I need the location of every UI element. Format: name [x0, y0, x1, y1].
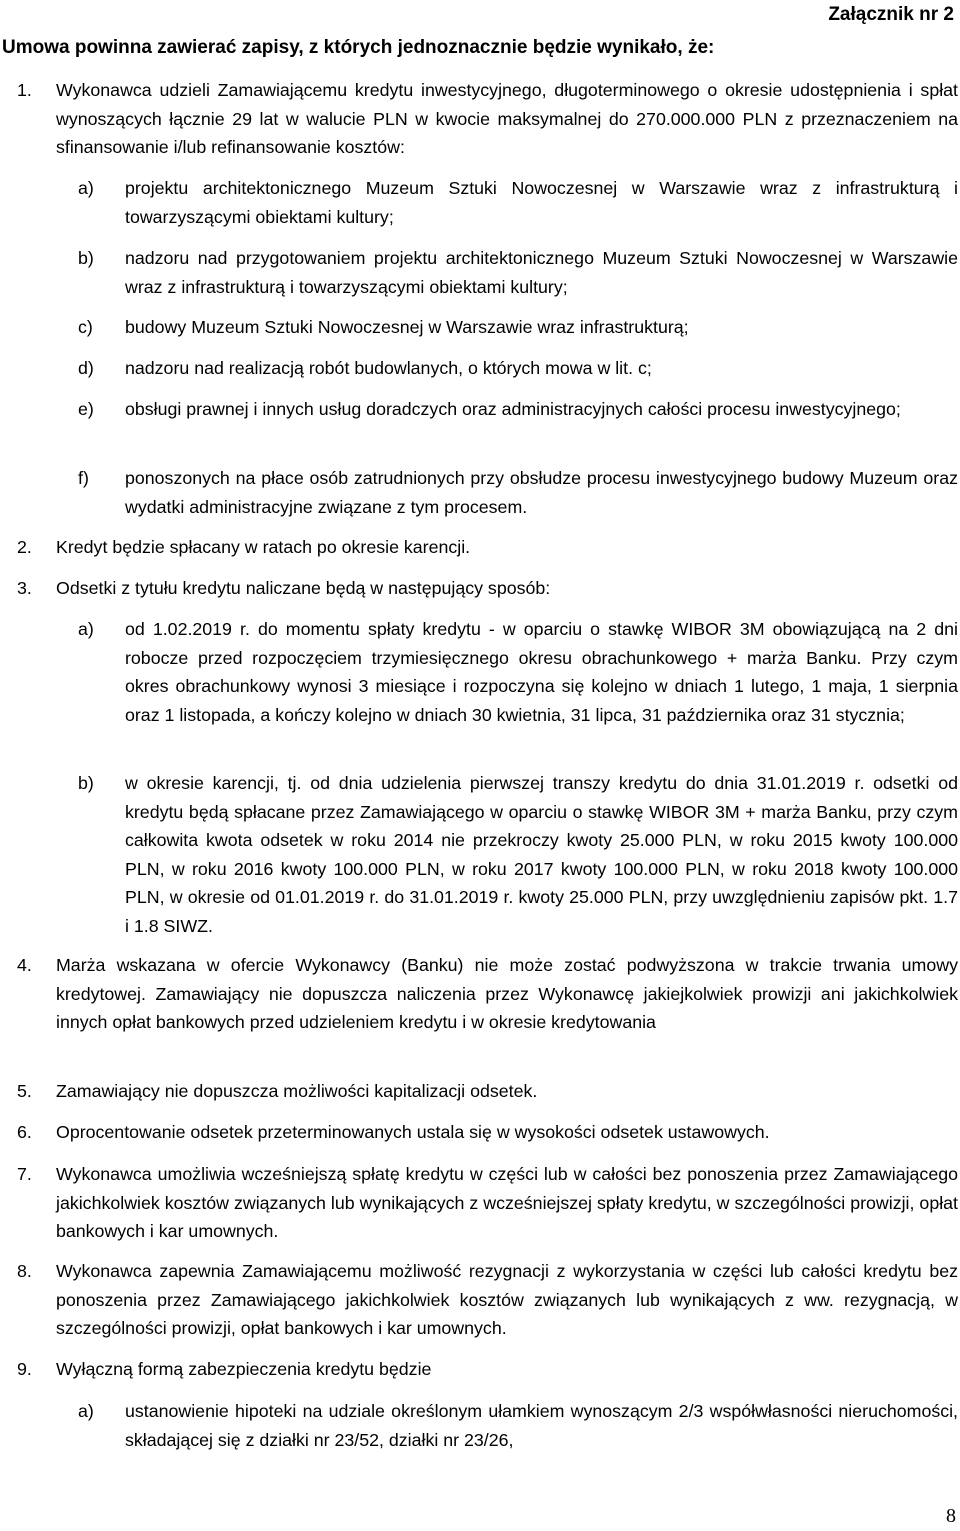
item-1a-text: projektu architektonicznego Muzeum Sztuki Nowoczesnej w Warszawie wraz z infrastrukturą i towarzyszącymi obiektami kultury; [125, 178, 958, 227]
item-4-text: Marża wskazana w ofercie Wykonawcy (Banku) nie może zostać podwyższona w trakcie trwania umowy kredytowej. Zamawiający nie dopuszcza naliczenia przez Wykonawcę jakiejkolwiek prowizji ani jakichkolwiek innych opłat bankowych przed udzieleniem kredytu i w okresie kredytowania [56, 955, 958, 1032]
item-2-text: Kredyt będzie spłacany w ratach po okresie karencji. [56, 537, 471, 557]
item-7-number: 7. [17, 1164, 32, 1184]
item-4-number: 4. [17, 955, 32, 975]
item-1f-label: f) [78, 468, 89, 488]
item-1e-label: e) [78, 399, 94, 419]
item-1c-text: budowy Muzeum Sztuki Nowoczesnej w Warszawie wraz infrastrukturą; [125, 317, 689, 337]
item-1b-label: b) [78, 248, 94, 268]
item-1c-label: c) [78, 317, 93, 337]
item-9-text: Wyłączną formą zabezpieczenia kredytu będzie [56, 1359, 432, 1379]
item-2-number: 2. [17, 537, 32, 557]
item-3-number: 3. [17, 578, 32, 598]
item-1e-text: obsługi prawnej i innych usług doradczych oraz administracyjnych całości procesu inwestycyjnego; [125, 399, 901, 419]
item-3b-text: w okresie karencji, tj. od dnia udzielenia pierwszej transzy kredytu do dnia 31.01.2019 r. odsetki od kredytu będą spłacane przez Zamawiającego w oparciu o stawkę WIBOR 3M + marża Banku, przy czym całkowita kwota odsetek w roku 2014 nie przekroczy kwoty 25.000 PLN, w roku 2015 kwoty 100.000 PLN, w roku 2016 kwoty 100.000 PLN, w roku 2017 kwoty 100.000 PLN, w roku 2018 kwoty 100.000 PLN, w okresie od 01.01.2019 r. do 31.01.2019 r. kwoty 25.000 PLN, przy uwzględnieniu zapisów pkt. 1.7 i 1.8 SIWZ. [125, 773, 958, 936]
item-1b-text: nadzoru nad przygotowaniem projektu architektonicznego Muzeum Sztuki Nowoczesnej w Warszawie wraz z infrastrukturą i towarzyszącymi obiektami kultury; [125, 248, 958, 297]
item-1-number: 1. [17, 80, 32, 100]
item-5-text: Zamawiający nie dopuszcza możliwości kapitalizacji odsetek. [56, 1081, 538, 1101]
item-3a-text: od 1.02.2019 r. do momentu spłaty kredytu - w oparciu o stawkę WIBOR 3M obowiązującą na 2 dni robocze przed rozpoczęciem trzymiesięcznego okresu obrachunkowego + marża Banku. Przy czym okres obrachunkowy wynosi 3 miesiące i rozpoczyna się kolejno w dniach 1 lutego, 1 maja, 1 sierpnia oraz 1 listopada, a kończy kolejno w dniach 30 kwietnia, 31 lipca, 31 października oraz 31 stycznia; [125, 619, 958, 725]
item-3-text: Odsetki z tytułu kredytu naliczane będą w następujący sposób: [56, 578, 551, 598]
item-1f-text: ponoszonych na płace osób zatrudnionych przy obsłudze procesu inwestycyjnego budowy Muzeum oraz wydatki administracyjne związane z tym procesem. [125, 468, 958, 517]
item-1d-label: d) [78, 358, 94, 378]
item-1d-text: nadzoru nad realizacją robót budowlanych, o których mowa w lit. c; [125, 358, 652, 378]
page-number: 8 [946, 1505, 956, 1527]
item-7-text: Wykonawca umożliwia wcześniejszą spłatę kredytu w części lub w całości bez ponoszenia przez Zamawiającego jakichkolwiek kosztów związanych lub wynikających z wcześniejszej spłaty kredytu, w szczególności prowizji, opłat bankowych i kar umownych. [56, 1164, 958, 1241]
item-8-number: 8. [17, 1261, 32, 1281]
item-9a-label: a) [78, 1401, 94, 1421]
item-6-number: 6. [17, 1122, 32, 1142]
item-9a-text: ustanowienie hipoteki na udziale określonym ułamkiem wynoszącym 2/3 współwłasności nieruchomości, składającej się z działki nr 23/52, działki nr 23/26, [125, 1401, 958, 1450]
attachment-label: Załącznik nr 2 [828, 4, 954, 25]
item-3b-label: b) [78, 773, 94, 793]
item-1-text: Wykonawca udzieli Zamawiającemu kredytu inwestycyjnego, długoterminowego o okresie udostępnienia i spłat wynoszących łącznie 29 lat w walucie PLN w kwocie maksymalnej do 270.000.000 PLN z przeznaczeniem na sfinansowanie i/lub refinansowanie kosztów: [56, 80, 958, 157]
item-3a-label: a) [78, 619, 94, 639]
item-9-number: 9. [17, 1359, 32, 1379]
item-6-text: Oprocentowanie odsetek przeterminowanych ustala się w wysokości odsetek ustawowych. [56, 1122, 770, 1142]
intro-heading: Umowa powinna zawierać zapisy, z których jednoznacznie będzie wynikało, że: [2, 37, 715, 58]
item-1a-label: a) [78, 178, 94, 198]
item-5-number: 5. [17, 1081, 32, 1101]
item-8-text: Wykonawca zapewnia Zamawiającemu możliwość rezygnacji z wykorzystania w części lub całości kredytu bez ponoszenia przez Zamawiającego jakichkolwiek kosztów związanych lub wynikających z ww. rezygnacją, w szczególności prowizji, opłat bankowych i kar umownych. [56, 1261, 958, 1338]
